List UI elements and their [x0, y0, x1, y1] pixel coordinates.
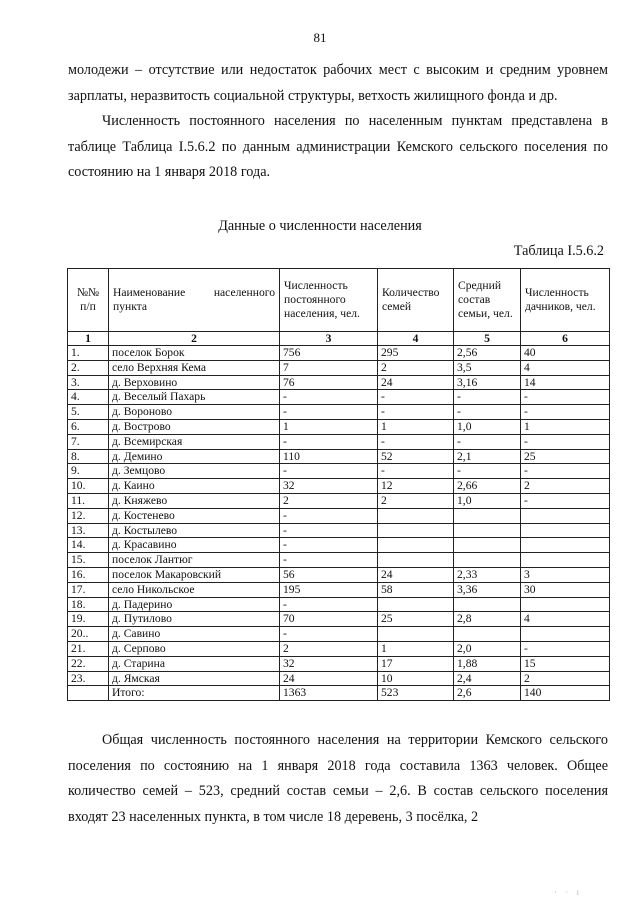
cell-settlement: д. Княжево [109, 493, 280, 508]
cell-summer-residents: - [521, 405, 610, 420]
table-row [68, 419, 610, 434]
cell-population: 76 [280, 375, 378, 390]
header-summer-residents: Численность дачников, чел. [521, 269, 610, 332]
cell-population: - [280, 523, 378, 538]
column-number: 5 [454, 332, 521, 346]
cell-families: 17 [378, 656, 454, 671]
table-row [68, 346, 610, 361]
cell-families: 25 [378, 612, 454, 627]
cell-families: 1 [378, 641, 454, 656]
cell-families: - [378, 434, 454, 449]
cell-families [378, 553, 454, 568]
cell-summer-residents: 15 [521, 656, 610, 671]
table-row [68, 464, 610, 479]
cell-settlement: д. Серпово [109, 641, 280, 656]
cell-avg-family: 2,1 [454, 449, 521, 464]
cell-settlement: д. Путилово [109, 612, 280, 627]
table-row [68, 375, 610, 390]
column-number-row [68, 332, 610, 346]
population-table [67, 268, 610, 701]
closing-text [68, 728, 608, 830]
cell-avg-family: 1,88 [454, 656, 521, 671]
cell-avg-family: 3,5 [454, 360, 521, 375]
table-row [68, 641, 610, 656]
cell-number: 18. [68, 597, 109, 612]
cell-number [68, 686, 109, 701]
table-row [68, 434, 610, 449]
table-row [68, 582, 610, 597]
cell-settlement: д. Старина [109, 656, 280, 671]
cell-summer-residents [521, 523, 610, 538]
table-row [68, 627, 610, 642]
cell-families: 58 [378, 582, 454, 597]
table-label: Таблица I.5.6.2 [513, 243, 604, 259]
cell-avg-family [454, 627, 521, 642]
cell-number: 22. [68, 656, 109, 671]
table-row [68, 656, 610, 671]
cell-settlement: д. Савино [109, 627, 280, 642]
cell-number: 13. [68, 523, 109, 538]
table-row [68, 671, 610, 686]
cell-families [378, 597, 454, 612]
table-row [68, 612, 610, 627]
cell-number: 12. [68, 508, 109, 523]
cell-settlement: д. Вороново [109, 405, 280, 420]
cell-population: 7 [280, 360, 378, 375]
table-row [68, 479, 610, 494]
cell-settlement: поселок Лантюг [109, 553, 280, 568]
cell-summer-residents [521, 597, 610, 612]
cell-families: - [378, 464, 454, 479]
cell-families: 523 [378, 686, 454, 701]
cell-number: 20.. [68, 627, 109, 642]
column-number: 2 [109, 332, 280, 346]
cell-population: 32 [280, 656, 378, 671]
header-families: Количество семей [378, 269, 454, 332]
cell-avg-family [454, 553, 521, 568]
cell-number: 2. [68, 360, 109, 375]
cell-summer-residents: - [521, 390, 610, 405]
cell-population: - [280, 538, 378, 553]
cell-settlement: д. Красавино [109, 538, 280, 553]
cell-population: - [280, 508, 378, 523]
cell-population: - [280, 390, 378, 405]
cell-population: 195 [280, 582, 378, 597]
table-row [68, 553, 610, 568]
cell-families: 295 [378, 346, 454, 361]
cell-avg-family: - [454, 390, 521, 405]
closing-paragraph: Общая численность постоянного населения на территории Кемского сельского поселения по состоянию на 1 января 2018 года составила 1363 человек. Общее количество семей – 523, средний состав семьи – 2,6. В состав сельского поселения входят 23 населенных пункта, в том числе 18 деревень, 3 посёлка, 2 [68, 732, 608, 825]
footer-marks: · · ı [554, 887, 582, 897]
table-row [68, 567, 610, 582]
cell-families: 10 [378, 671, 454, 686]
cell-number: 9. [68, 464, 109, 479]
table-body [68, 332, 610, 701]
cell-avg-family: 1,0 [454, 419, 521, 434]
cell-summer-residents: - [521, 641, 610, 656]
cell-settlement: д. Верховино [109, 375, 280, 390]
header-avg-family: Средний состав семьи, чел. [454, 269, 521, 332]
cell-settlement: д. Вострово [109, 419, 280, 434]
cell-avg-family: 2,56 [454, 346, 521, 361]
table-row [68, 523, 610, 538]
cell-population: 110 [280, 449, 378, 464]
cell-number: 10. [68, 479, 109, 494]
table-row [68, 597, 610, 612]
cell-population: 756 [280, 346, 378, 361]
cell-families: - [378, 405, 454, 420]
cell-settlement: село Верхняя Кема [109, 360, 280, 375]
cell-summer-residents: 25 [521, 449, 610, 464]
cell-summer-residents: 140 [521, 686, 610, 701]
cell-settlement: д. Ямская [109, 671, 280, 686]
cell-population: - [280, 434, 378, 449]
cell-avg-family: 1,0 [454, 493, 521, 508]
cell-summer-residents: 30 [521, 582, 610, 597]
cell-avg-family: 2,8 [454, 612, 521, 627]
cell-summer-residents [521, 627, 610, 642]
cell-avg-family: 2,0 [454, 641, 521, 656]
total-row [68, 686, 610, 701]
cell-families: - [378, 390, 454, 405]
cell-number: 11. [68, 493, 109, 508]
cell-population: 2 [280, 641, 378, 656]
cell-families: 24 [378, 567, 454, 582]
cell-settlement: д. Демино [109, 449, 280, 464]
cell-population: 1363 [280, 686, 378, 701]
cell-avg-family: 2,33 [454, 567, 521, 582]
cell-settlement: д. Всемирская [109, 434, 280, 449]
cell-avg-family: 2,4 [454, 671, 521, 686]
cell-avg-family: 3,36 [454, 582, 521, 597]
table-row [68, 405, 610, 420]
table-caption: Данные о численности населения [218, 218, 422, 234]
cell-number: 17. [68, 582, 109, 597]
cell-summer-residents [521, 553, 610, 568]
cell-summer-residents: - [521, 434, 610, 449]
column-number: 1 [68, 332, 109, 346]
cell-families [378, 627, 454, 642]
cell-population: 1 [280, 419, 378, 434]
cell-avg-family [454, 523, 521, 538]
cell-summer-residents: 14 [521, 375, 610, 390]
cell-population: - [280, 597, 378, 612]
cell-population: 70 [280, 612, 378, 627]
cell-families [378, 508, 454, 523]
cell-summer-residents: - [521, 493, 610, 508]
header-number: №№ п/п [68, 269, 109, 332]
table-row [68, 493, 610, 508]
table-header [68, 269, 610, 332]
cell-avg-family: - [454, 464, 521, 479]
cell-number: 23. [68, 671, 109, 686]
cell-avg-family: - [454, 434, 521, 449]
table-row [68, 508, 610, 523]
cell-number: 19. [68, 612, 109, 627]
cell-families: 12 [378, 479, 454, 494]
cell-number: 3. [68, 375, 109, 390]
header-population: Численность постоянного населения, чел. [280, 269, 378, 332]
cell-summer-residents: 1 [521, 419, 610, 434]
cell-number: 1. [68, 346, 109, 361]
cell-number: 5. [68, 405, 109, 420]
cell-summer-residents [521, 538, 610, 553]
cell-settlement: поселок Борок [109, 346, 280, 361]
cell-settlement: поселок Макаровский [109, 567, 280, 582]
cell-population: 2 [280, 493, 378, 508]
table-row [68, 360, 610, 375]
cell-avg-family: - [454, 405, 521, 420]
cell-number: 21. [68, 641, 109, 656]
cell-summer-residents: 2 [521, 671, 610, 686]
cell-families [378, 538, 454, 553]
cell-families [378, 523, 454, 538]
cell-settlement: д. Каино [109, 479, 280, 494]
cell-number: 16. [68, 567, 109, 582]
table-row [68, 538, 610, 553]
cell-population: - [280, 627, 378, 642]
cell-number: 8. [68, 449, 109, 464]
cell-families: 2 [378, 360, 454, 375]
cell-summer-residents: 2 [521, 479, 610, 494]
cell-families: 1 [378, 419, 454, 434]
cell-number: 6. [68, 419, 109, 434]
cell-avg-family [454, 597, 521, 612]
cell-avg-family [454, 538, 521, 553]
cell-number: 14. [68, 538, 109, 553]
cell-population: - [280, 464, 378, 479]
cell-avg-family [454, 508, 521, 523]
cell-settlement: д. Земцово [109, 464, 280, 479]
cell-avg-family: 2,6 [454, 686, 521, 701]
cell-population: 32 [280, 479, 378, 494]
cell-settlement: д. Падерино [109, 597, 280, 612]
table-row [68, 449, 610, 464]
cell-avg-family: 3,16 [454, 375, 521, 390]
cell-population: - [280, 405, 378, 420]
cell-settlement: д. Костенево [109, 508, 280, 523]
intro-paragraph-1: молодежи – отсутствие или недостаток рабочих мест с высоким и средним уровнем зарплаты, неразвитость социальной структуры, ветхость жилищного фонда и др. [68, 62, 608, 104]
cell-population: - [280, 553, 378, 568]
page-number: 81 [313, 30, 327, 45]
intro-text [68, 58, 608, 186]
cell-number: 7. [68, 434, 109, 449]
column-number: 6 [521, 332, 610, 346]
total-label: Итого: [109, 686, 280, 701]
cell-settlement: село Никольское [109, 582, 280, 597]
column-number: 3 [280, 332, 378, 346]
header-settlement-name: Наименование населенного пункта [109, 269, 280, 332]
cell-summer-residents [521, 508, 610, 523]
cell-settlement: д. Костылево [109, 523, 280, 538]
cell-number: 15. [68, 553, 109, 568]
cell-summer-residents: 40 [521, 346, 610, 361]
cell-summer-residents: 3 [521, 567, 610, 582]
cell-population: 24 [280, 671, 378, 686]
cell-population: 56 [280, 567, 378, 582]
cell-families: 2 [378, 493, 454, 508]
cell-summer-residents: 4 [521, 612, 610, 627]
cell-families: 24 [378, 375, 454, 390]
intro-paragraph-2: Численность постоянного населения по населенным пунктам представлена в таблице Таблица I.5.6.2 по данным администрации Кемского сельского поселения по состоянию на 1 января 2018 года. [68, 113, 608, 180]
cell-avg-family: 2,66 [454, 479, 521, 494]
cell-summer-residents: 4 [521, 360, 610, 375]
column-number: 4 [378, 332, 454, 346]
cell-summer-residents: - [521, 464, 610, 479]
cell-number: 4. [68, 390, 109, 405]
cell-settlement: д. Веселый Пахарь [109, 390, 280, 405]
cell-families: 52 [378, 449, 454, 464]
table-row [68, 390, 610, 405]
